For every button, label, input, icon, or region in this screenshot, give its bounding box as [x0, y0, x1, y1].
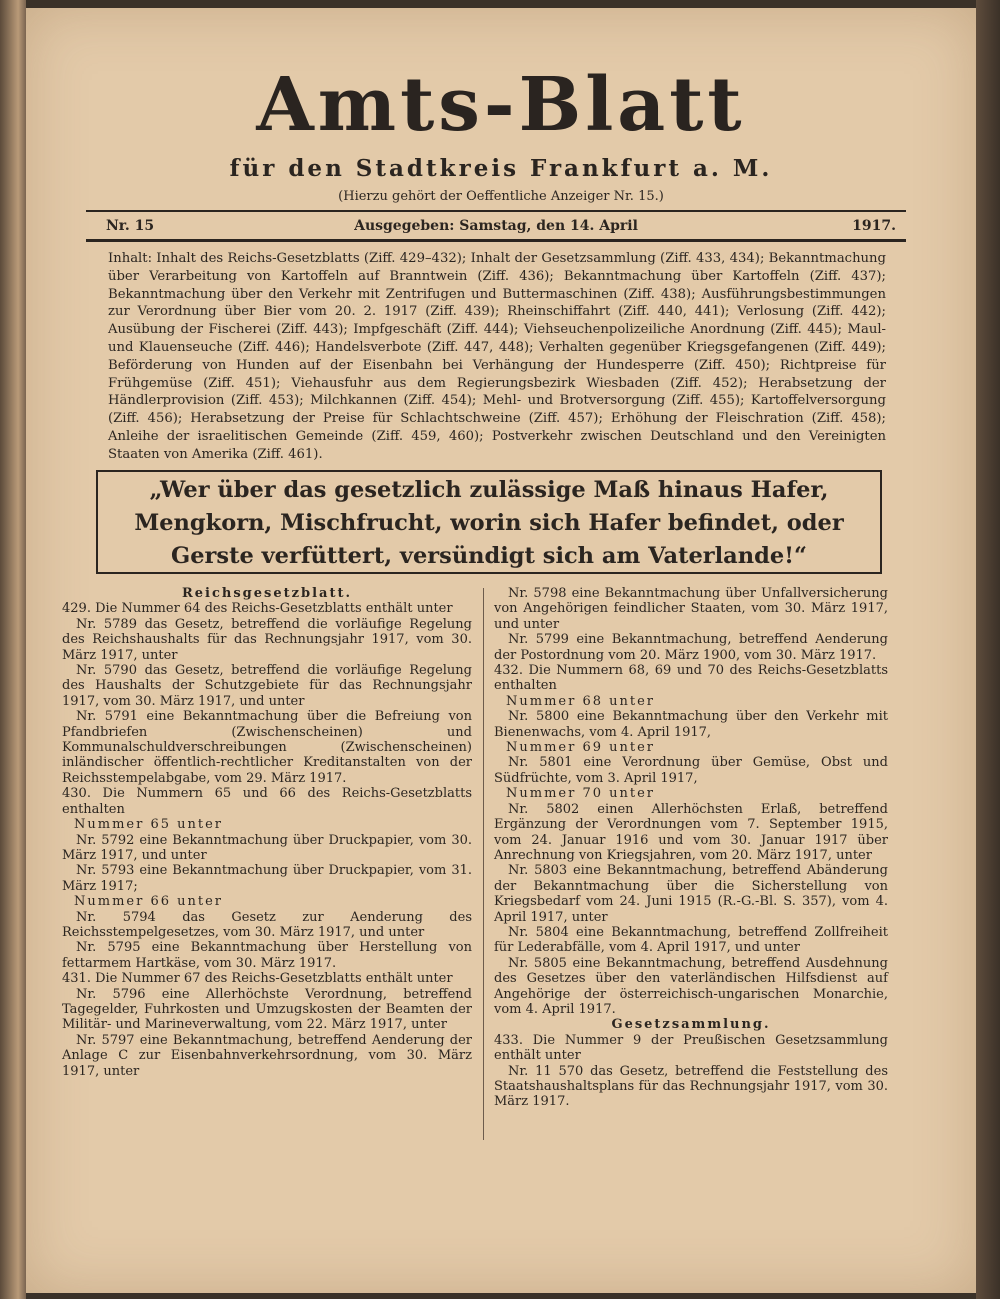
item-432: 432. Die Nummern 68, 69 und 70 des Reichs-Gesetzblatts enthalten [494, 663, 888, 694]
issue-line [86, 214, 906, 238]
issue-year: 1917. [852, 218, 896, 234]
entry-11570: Nr. 11 570 das Gesetz, betreffend die Feststellung des Staatshaushaltsplans für das Rechnungsjahr 1917, vom 30. März 1917. [494, 1063, 888, 1110]
book-spine-right [976, 0, 1000, 1299]
entry-5791: Nr. 5791 eine Bekanntmachung über die Befreiung von Pfandbriefen (Zwischenscheinen) und Kommunalschuldverschreibungen (Zwischenscheinen) inländischer öffentlich-rechtlicher Kreditanstalten von der Reichsstempelabgabe, vom 29. März 1917. [62, 709, 472, 786]
item-433: 433. Die Nummer 9 der Preußischen Gesetzsammlung enthält unter [494, 1032, 888, 1064]
rule-top [86, 210, 906, 212]
entry-5802: Nr. 5802 einen Allerhöchsten Erlaß, betreffend Ergänzung der Verordnungen vom 7. September 1915, vom 24. Januar 1916 und vom 30. Januar 1917 über Anrechnung von Kriegsjahren, vom 20. März 1917, unter [494, 801, 888, 863]
slogan-box [96, 470, 882, 574]
entry-5796: Nr. 5796 eine Allerhöchste Verordnung, betreffend Tagegelder, Fuhrkosten und Umzugskosten der Beamten der Militär- und Marineverwaltung, vom 22. März 1917, unter [62, 986, 472, 1033]
entry-5797: Nr. 5797 eine Bekanntmachung, betreffend Aenderung der Anlage C zur Eisenbahnverkehrsordnung, vom 30. März 1917, unter [62, 1032, 472, 1079]
entry-5799: Nr. 5799 eine Bekanntmachung, betreffend Aenderung der Postordnung vom 20. März 1900, vom 30. März 1917. [494, 632, 888, 663]
entry-5804: Nr. 5804 eine Bekanntmachung, betreffend Zollfreiheit für Lederabfälle, vom 4. April 1917, und unter [494, 924, 888, 956]
entry-5801: Nr. 5801 eine Verordnung über Gemüse, Obst und Südfrüchte, vom 3. April 1917, [494, 755, 888, 786]
item-431: 431. Die Nummer 67 des Reichs-Gesetzblatts enthält unter [62, 971, 453, 987]
slogan-line-3: Gerste verfüttert, versündigt sich am Vaterlande!“ [171, 543, 807, 569]
number-68: Nummer 68 unter [506, 693, 655, 709]
entry-5805: Nr. 5805 eine Bekanntmachung, betreffend Ausdehnung des Gesetzes über den vaterländischen Hilfsdienst auf Angehörige der österreichisch-ungarischen Monarchie, vom 4. April 1917. [494, 955, 888, 1017]
number-66: Nummer 66 unter [74, 894, 223, 910]
slogan-line-1: „Wer über das gesetzlich zulässige Maß hinaus Hafer, [149, 477, 829, 503]
book-spine-left [0, 0, 26, 1299]
right-column [494, 586, 888, 1110]
entry-5800: Nr. 5800 eine Bekanntmachung über den Verkehr mit Bienenwachs, vom 4. April 1917, [494, 709, 888, 740]
issue-number: Nr. 15 [106, 218, 155, 234]
item-430: 430. Die Nummern 65 und 66 des Reichs-Gesetzblatts enthalten [62, 786, 472, 817]
entry-5793: Nr. 5793 eine Bekanntmachung über Druckpapier, vom 31. März 1917; [62, 863, 472, 894]
entry-5792: Nr. 5792 eine Bekanntmachung über Druckpapier, vom 30. März 1917, und unter [62, 832, 472, 863]
masthead-title: Amts-Blatt [256, 62, 746, 148]
entry-5803: Nr. 5803 eine Bekanntmachung, betreffend Abänderung der Bekanntmachung über die Sicherstellung von Kriegsbedarf vom 24. Juni 1915 (R.-G.-Bl. S. 357), vom 4. April 1917, unter [494, 863, 888, 925]
left-column [62, 586, 472, 1079]
masthead-note: (Hierzu gehört der Oeffentliche Anzeiger Nr. 15.) [338, 189, 664, 204]
table-of-contents: Inhalt: Inhalt des Reichs-Gesetzblatts (Ziff. 429–432); Inhalt der Gesetzsammlung (Ziff. 433, 434); Bekanntmachung über Verarbeitung von Kartoffeln auf Branntwein (Ziff. 436); Bekanntmachung über Kartoffeln (Ziff. 437); Bekanntmachung über den Verkehr mit Zentrifugen und Buttermaschinen (Ziff. 438); Ausführungsbestimmungen zur Verordnung über Bier vom 20. 2. 1917 (Ziff. 439); Rheinschiffahrt (Ziff. 440, 441); Verlosung (Ziff. 442); Ausübung der Fischerei (Ziff. 443); Impfgeschäft (Ziff. 444); Viehseuchenpolizeiliche Anordnung (Ziff. 445); Maul- und Klauenseuche (Ziff. 446); Handelsverbote (Ziff. 447, 448); Verhalten gegenüber Kriegsgefangenen (Ziff. 449); Beförderung von Hunden auf der Eisenbahn bei Verhängung der Hundesperre (Ziff. 450); Richtpreise für Frühgemüse (Ziff. 451); Viehausfuhr aus dem Regierungsbezirk Wiesbaden (Ziff. 452); Herabsetzung der Händlerprovision (Ziff. 453); Milchkannen (Ziff. 454); Mehl- und Brotversorgung (Ziff. 455); Kartoffelversorgung (Ziff. 456); Herabsetzung der Preise für Schlachtschweine (Ziff. 457); Erhöhung der Fleischration (Ziff. 458); Anleihe der israelitischen Gemeinde (Ziff. 459, 460); Postverkehr zwischen Deutschland und den Vereinigten Staaten von Amerika (Ziff. 461). [108, 251, 886, 462]
entry-5794: Nr. 5794 das Gesetz zur Aenderung des Reichsstempelgesetzes, vom 30. März 1917, und unter [62, 909, 472, 940]
number-65: Nummer 65 unter [74, 817, 223, 833]
section-heading-reichsgesetzblatt: Reichsgesetzblatt. [181, 586, 353, 601]
entry-5790: Nr. 5790 das Gesetz, betreffend die vorläufige Regelung des Haushalts der Schutzgebiete für das Rechnungsjahr 1917, vom 30. März 1917, und unter [62, 663, 472, 709]
section-heading-gesetzsammlung: Gesetzsammlung. [611, 1017, 771, 1033]
entry-5798: Nr. 5798 eine Bekanntmachung über Unfallversicherung von Angehörigen feindlicher Staaten, vom 30. März 1917, und unter [494, 586, 888, 632]
masthead-subtitle: für den Stadtkreis Frankfurt a. M. [229, 155, 773, 182]
item-429: 429. Die Nummer 64 des Reichs-Gesetzblatts enthält unter [62, 601, 453, 617]
issue-date: Ausgegeben: Samstag, den 14. April [354, 218, 638, 234]
rule-bottom [86, 239, 906, 242]
entry-5789: Nr. 5789 das Gesetz, betreffend die vorläufige Regelung des Reichshaushalts für das Rechnungsjahr 1917, vom 30. März 1917, unter [62, 616, 472, 663]
number-69: Nummer 69 unter [506, 740, 655, 756]
number-70: Nummer 70 unter [506, 786, 655, 802]
slogan-line-2: Mengkorn, Mischfrucht, worin sich Hafer befindet, oder [134, 510, 844, 536]
document-page [26, 8, 976, 1293]
entry-5795: Nr. 5795 eine Bekanntmachung über Herstellung von fettarmem Hartkäse, vom 30. März 1917. [62, 940, 472, 971]
column-divider [483, 588, 484, 1140]
